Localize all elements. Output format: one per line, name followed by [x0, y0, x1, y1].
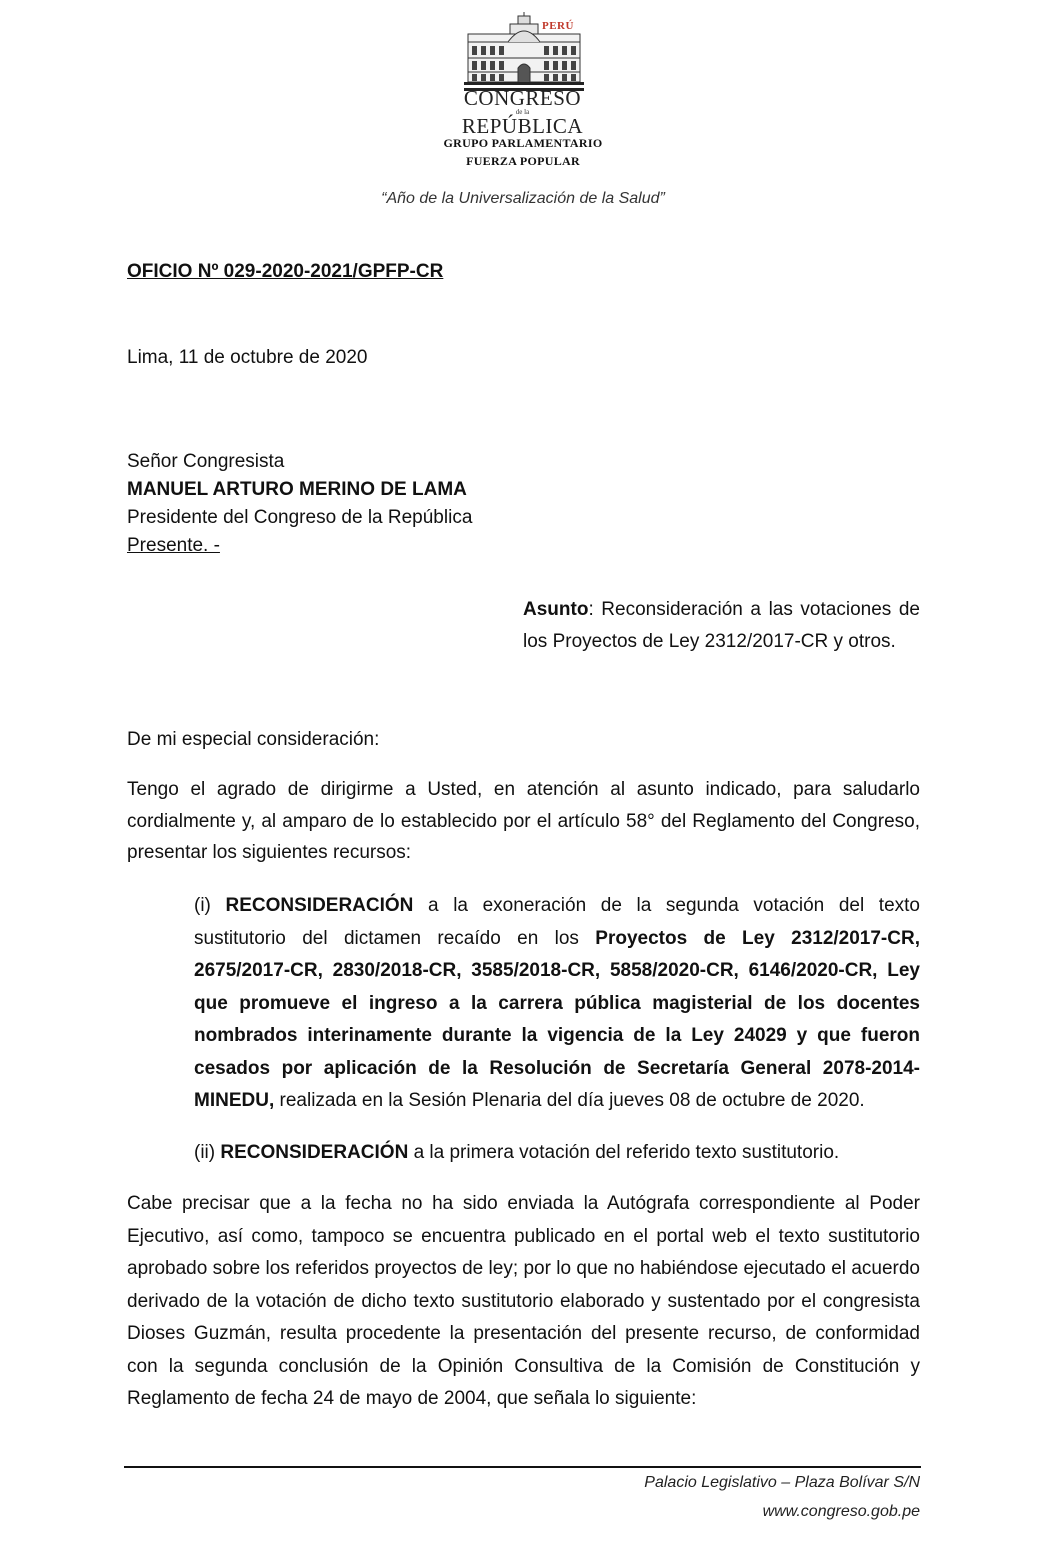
asunto-block	[523, 594, 920, 658]
presente-label: Presente. -	[127, 535, 220, 556]
addressee-block	[127, 448, 472, 560]
republica-title: REPÚBLICA	[461, 114, 584, 138]
item-prefix: (i)	[194, 895, 226, 916]
addressee-salutation: Señor Congresista	[127, 451, 285, 472]
letter-date: Lima, 11 de octubre de 2020	[127, 347, 368, 368]
footer-website: www.congreso.gob.pe	[762, 1503, 920, 1520]
item-bold: RECONSIDERACIÓN	[220, 1142, 409, 1163]
asunto-label: Asunto	[523, 599, 589, 620]
item-text-end: realizada en la Sesión Plenaria del día jueves 08 de octubre de 2020.	[274, 1090, 865, 1111]
greeting: De mi especial consideración:	[127, 729, 380, 750]
item-prefix: (ii)	[194, 1142, 221, 1163]
list-item	[194, 1137, 920, 1170]
closing-paragraph: Cabe precisar que a la fecha no ha sido enviada la Autógrafa correspondiente al Poder Ejecutivo, así como, tampoco se encuentra publicado en el portal web el texto sustitutorio aprobado sobre los referidos proyectos de ley; por lo que no habiéndose ejecutado el acuerdo derivado de la votación de dicho texto sustitutorio elaborado y sustentado por el congresista Dioses Guzmán, resulta procedente la presentación del presente recurso, de conformidad con la segunda conclusión de la Opinión Consultiva de la Comisión de Constitución y Reglamento de fecha 24 de mayo de 2004, que señala lo siguiente:	[127, 1193, 920, 1409]
item-bold: RECONSIDERACIÓN	[225, 895, 414, 916]
intro-paragraph: Tengo el agrado de dirigirme a Usted, en atención al asunto indicado, para saludarlo cordialmente y, al amparo de lo establecido por el artículo 58° del Reglamento del Congreso, presentar los siguientes recursos:	[127, 779, 920, 863]
addressee-name: MANUEL ARTURO MERINO DE LAMA	[127, 479, 467, 500]
dela-label: de la	[515, 108, 530, 116]
list-item	[194, 890, 920, 1118]
footer-divider	[124, 1466, 921, 1468]
item-text: a la primera votación del referido texto sustitutorio.	[408, 1142, 840, 1163]
footer-address: Palacio Legislativo – Plaza Bolívar S/N	[644, 1474, 920, 1491]
year-motto: “Año de la Universalización de la Salud”	[381, 190, 665, 207]
congreso-title: CONGRESO	[463, 86, 582, 110]
peru-label: PERÚ	[542, 20, 574, 32]
item-bold-projects: Proyectos de Ley 2312/2017-CR, 2675/2017-CR, 2830/2018-CR, 3585/2018-CR, 5858/2020-CR, 6146/2020-CR, Ley que promueve el ingreso a la carrera pública magisterial de los docentes nombrados interinamente durante la vigencia de la Ley 24029 y que fueron cesados por aplicación de la Resolución de Secretaría General 2078-2014-MINEDU,	[194, 927, 920, 1111]
addressee-position: Presidente del Congreso de la República	[127, 507, 473, 528]
oficio-number: OFICIO Nº 029-2020-2021/GPFP-CR	[127, 261, 444, 282]
fuerza-popular: FUERZA POPULAR	[466, 154, 580, 168]
item-text: a la exoneración de la segunda votación del texto sustitutorio del dictamen recaído en los	[194, 895, 920, 949]
asunto-text: : Reconsideración a las votaciones de los Proyectos de Ley 2312/2017-CR y otros.	[523, 599, 920, 652]
grupo-parlamentario: GRUPO PARLAMENTARIO	[443, 136, 603, 150]
